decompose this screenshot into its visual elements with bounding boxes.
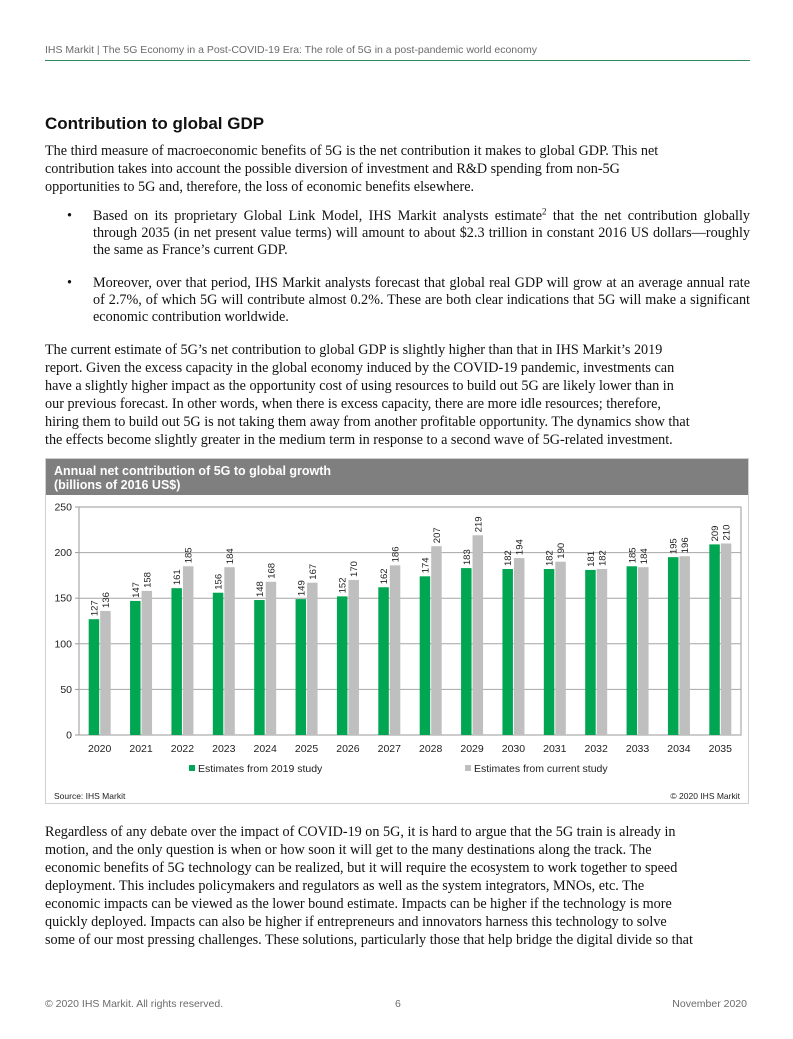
x-tick-label: 2024 (253, 743, 277, 755)
chart-figure (45, 458, 749, 804)
y-tick-label: 50 (60, 683, 72, 696)
bar-2019-study (130, 601, 141, 735)
paragraph-line: some of our most pressing challenges. These solutions, particularly those that help bridge the digital divide so that (45, 932, 693, 948)
chart-title-line: (billions of 2016 US$) (54, 478, 181, 492)
paragraph-line: have a slightly higher impact as the opportunity cost of using resources to build out 5G are likely lower than in (45, 378, 674, 394)
chart-header (46, 459, 748, 495)
bar-2019-study (378, 587, 389, 735)
bar-current-study (100, 611, 111, 735)
data-label: 184 (638, 548, 650, 565)
y-tick-label: 250 (54, 501, 72, 514)
chart-title-line: Annual net contribution of 5G to global growth (54, 464, 332, 478)
x-tick-label: 2021 (129, 743, 153, 755)
paragraph-line: hiring them to build out 5G is not taking them away from another profitable opportunity. The dynamics show that (45, 414, 690, 430)
bar-current-study (307, 583, 318, 735)
bullet-item (67, 275, 750, 327)
paragraph-line: the effects become slightly greater in the medium term in response to a second wave of 5G-related investment. (45, 432, 673, 448)
data-label: 161 (172, 569, 184, 586)
data-label: 186 (390, 546, 402, 563)
bar-2019-study (709, 544, 720, 735)
paragraph-line: economic benefits of 5G technology can be realized, but it will require the ecosystem to work together to speed (45, 860, 678, 876)
data-label: 162 (379, 568, 391, 585)
bullet-text: Based on its proprietary Global Link Model, IHS Markit analysts estimate$^2$ that the net contribution globally through 2035 (in net present value terms) will amount to about $2.3 trillion in constant 2016 US dollars—roughly the same as France’s current GDP. (93, 206, 750, 259)
legend-swatch-current (465, 765, 471, 771)
data-label: 174 (420, 557, 432, 574)
bar-2019-study (668, 557, 679, 735)
x-tick-label: 2025 (294, 743, 319, 755)
paragraph-line: Regardless of any debate over the impact of COVID-19 on 5G, it is hard to argue that the 5G train is already in (45, 824, 676, 840)
x-tick-label: 2028 (419, 743, 443, 755)
paragraph-line: our previous forecast. In other words, when there is excess capacity, there are more idle resources; therefore, (45, 396, 661, 412)
data-label: 190 (556, 542, 568, 559)
x-tick-label: 2029 (460, 743, 484, 755)
data-label: 152 (337, 577, 349, 594)
y-tick-label: 150 (54, 592, 72, 605)
bar-current-study (224, 567, 235, 735)
x-tick-label: 2034 (667, 743, 691, 755)
bar-2019-study (296, 599, 307, 735)
data-label: 195 (668, 538, 680, 555)
data-label: 196 (680, 537, 692, 554)
x-tick-label: 2023 (212, 743, 236, 755)
data-label: 170 (349, 561, 361, 577)
data-label: 183 (461, 549, 473, 566)
x-tick-label: 2026 (336, 743, 360, 755)
running-header: IHS Markit | The 5G Economy in a Post-COVID-19 Era: The role of 5G in a post-pandemic world economy (45, 44, 537, 56)
bar-2019-study (544, 569, 555, 735)
data-label: 184 (225, 548, 237, 565)
paragraph-line: report. Given the excess capacity in the global economy induced by the COVID-19 pandemic, investments can (45, 360, 675, 376)
bar-current-study (473, 535, 484, 735)
data-label: 147 (130, 582, 142, 598)
bar-current-study (721, 543, 732, 735)
paragraph-line: economic impacts can be viewed as the lower bound estimate. Impacts can be higher if the technology is more (45, 896, 672, 912)
legend-swatch-2019 (189, 765, 195, 771)
x-tick-label: 2027 (377, 743, 401, 755)
bar-current-study (183, 566, 194, 735)
bar-current-study (597, 569, 608, 735)
footer-date: November 2020 (672, 998, 747, 1010)
bar-current-study (514, 558, 525, 735)
chart-source: Source: IHS Markit (54, 791, 126, 801)
y-tick-label: 100 (54, 638, 72, 651)
bullet-text: Moreover, over that period, IHS Markit analysts forecast that global real GDP will grow at an average annual rate of 2.7%, of which 5G will contribute almost 0.2%. These are both clear indications that 5G will make a significant economic contribution worldwide. (93, 275, 750, 326)
data-label: 209 (710, 525, 722, 542)
bar-2019-study (502, 569, 513, 735)
y-tick-label: 0 (66, 729, 72, 742)
data-label: 210 (721, 524, 733, 541)
bar-2019-study (337, 596, 348, 735)
bar-current-study (638, 567, 649, 735)
bar-current-study (431, 546, 442, 735)
data-label: 194 (514, 539, 526, 556)
bullet-dot: • (67, 208, 72, 224)
x-tick-label: 2033 (625, 743, 650, 755)
paragraph-line: quickly deployed. Impacts can also be higher if entrepreneurs and innovators harness this technology to solve (45, 914, 667, 930)
bar-2019-study (254, 600, 265, 735)
legend-label: Estimates from current study (474, 763, 608, 775)
data-label: 207 (431, 527, 443, 544)
bar-2019-study (585, 570, 596, 735)
data-label: 181 (585, 551, 597, 567)
bar-2019-study (420, 576, 431, 735)
data-label: 185 (627, 547, 639, 564)
x-tick-label: 2030 (501, 743, 526, 755)
data-label: 127 (89, 600, 101, 617)
intro-line: The third measure of macroeconomic benefits of 5G is the net contribution it makes to global GDP. This net (45, 143, 659, 159)
x-tick-label: 2020 (88, 743, 112, 755)
data-label: 148 (254, 581, 266, 598)
page-number: 6 (395, 998, 401, 1010)
data-label: 158 (142, 572, 154, 588)
chart-copyright: © 2020 IHS Markit (670, 791, 740, 801)
bar-2019-study (89, 619, 100, 735)
x-tick-label: 2031 (543, 743, 567, 755)
section-title: Contribution to global GDP (45, 114, 265, 133)
data-label: 136 (100, 592, 112, 608)
header-rule (45, 60, 750, 61)
paragraph-line: motion, and the only question is when or how soon it will get to the many destinations along the track. The (45, 842, 652, 858)
data-label: 149 (296, 580, 308, 597)
bar-chart (46, 495, 748, 787)
chart-title (54, 464, 331, 492)
data-label: 167 (307, 563, 319, 580)
bar-current-study (555, 562, 566, 735)
bullet-item (67, 208, 750, 260)
data-label: 156 (213, 573, 225, 590)
legend-label: Estimates from 2019 study (198, 763, 323, 775)
bar-2019-study (171, 588, 182, 735)
paragraph-line: deployment. This includes policymakers and regulators as well as the system integrators, MNOs, etc. The (45, 878, 645, 894)
data-label: 182 (503, 550, 515, 567)
bar-current-study (142, 591, 153, 735)
bar-current-study (390, 565, 401, 735)
x-tick-label: 2022 (170, 743, 195, 755)
x-tick-label: 2032 (584, 743, 608, 755)
data-label: 182 (597, 550, 609, 567)
bar-current-study (348, 580, 359, 735)
bar-2019-study (213, 593, 224, 735)
bar-2019-study (461, 568, 472, 735)
paragraph-line: The current estimate of 5G’s net contribution to global GDP is slightly higher than that in IHS Markit’s 2019 (45, 342, 663, 358)
footer-copyright: © 2020 IHS Markit. All rights reserved. (45, 998, 224, 1010)
data-label: 168 (266, 562, 278, 579)
bar-current-study (679, 556, 690, 735)
bar-2019-study (627, 566, 638, 735)
bullet-dot: • (67, 275, 72, 291)
data-label: 185 (183, 547, 195, 564)
x-tick-label: 2035 (708, 743, 732, 755)
data-label: 182 (544, 550, 556, 567)
bar-current-study (266, 582, 277, 735)
data-label: 219 (473, 516, 485, 533)
intro-line: opportunities to 5G and, therefore, the loss of economic benefits elsewhere. (45, 179, 475, 195)
intro-line: contribution takes into account the possible diversion of investment and R&D spending from non-5G (45, 161, 620, 177)
y-tick-label: 200 (54, 547, 72, 560)
